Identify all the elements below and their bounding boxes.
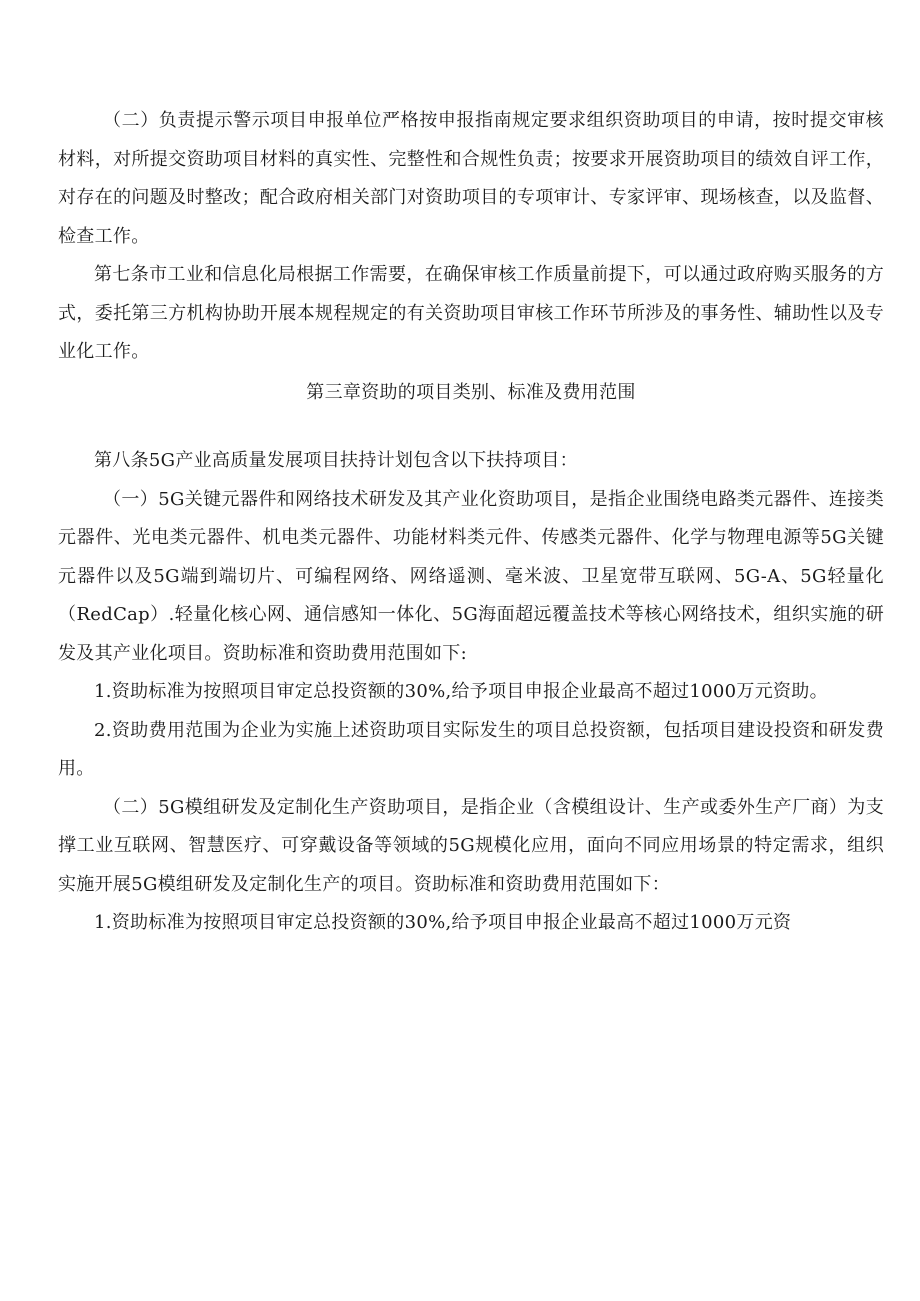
paragraph-item-two: （二）5G模组研发及定制化生产资助项目，是指企业（含模组设计、生产或委外生产厂商）为支撑工业互联网、智慧医疗、可穿戴设备等领域的5G规模化应用，面向不同应用场景的特定需求，组织实施开展5G模组研发及定制化生产的项目。资助标准和资助费用范围如下： (58, 796, 884, 895)
paragraph-item-two-standard: 1.资助标准为按照项目审定总投资额的30%,给予项目申报企业最高不超过1000万元资 (94, 912, 792, 933)
paragraph-item-one: （一）5G关键元器件和网络技术研发及其产业化资助项目，是指企业围绕电路类元器件、连接类元器件、光电类元器件、机电类元器件、功能材料类元件、传感类元器件、化学与物理电源等5G关键元器件以及5G端到端切片、可编程网络、网络遥测、毫米波、卫星宽带互联网、5G-A、5G轻量化（RedCap）.轻量化核心网、通信感知一体化、5G海面超远覆盖技术等核心网络技术，组织实施的研发及其产业化项目。资助标准和资助费用范围如下: (58, 488, 884, 664)
document-page (58, 102, 884, 943)
paragraph-article-eight: 第八条5G产业高质量发展项目扶持计划包含以下扶持项目： (94, 450, 578, 471)
spacer (58, 412, 884, 442)
paragraph-article-seven: 第七条市工业和信息化局根据工作需要，在确保审核工作质量前提下，可以通过政府购买服务的方式，委托第三方机构协助开展本规程规定的有关资助项目审核工作环节所涉及的事务性、辅助性以及专业化工作。 (58, 264, 884, 362)
chapter-heading: 第三章资助的项目类别、标准及费用范围 (306, 381, 636, 403)
paragraph-item-one-scope: 2.资助费用范围为企业为实施上述资助项目实际发生的项目总投资额，包括项目建设投资和研发费用。 (58, 719, 884, 779)
paragraph-item-one-standard: 1.资助标准为按照项目审定总投资额的30%,给予项目申报企业最高不超过1000万元资助。 (94, 681, 828, 702)
paragraph-duty-two: （二）负责提示警示项目申报单位严格按申报指南规定要求组织资助项目的申请，按时提交审核材料，对所提交资助项目材料的真实性、完整性和合规性负责；按要求开展资助项目的绩效自评工作，对存在的问题及时整改；配合政府相关部门对资助项目的专项审计、专家评审、现场核查，以及监督、检查工作。 (58, 110, 884, 247)
